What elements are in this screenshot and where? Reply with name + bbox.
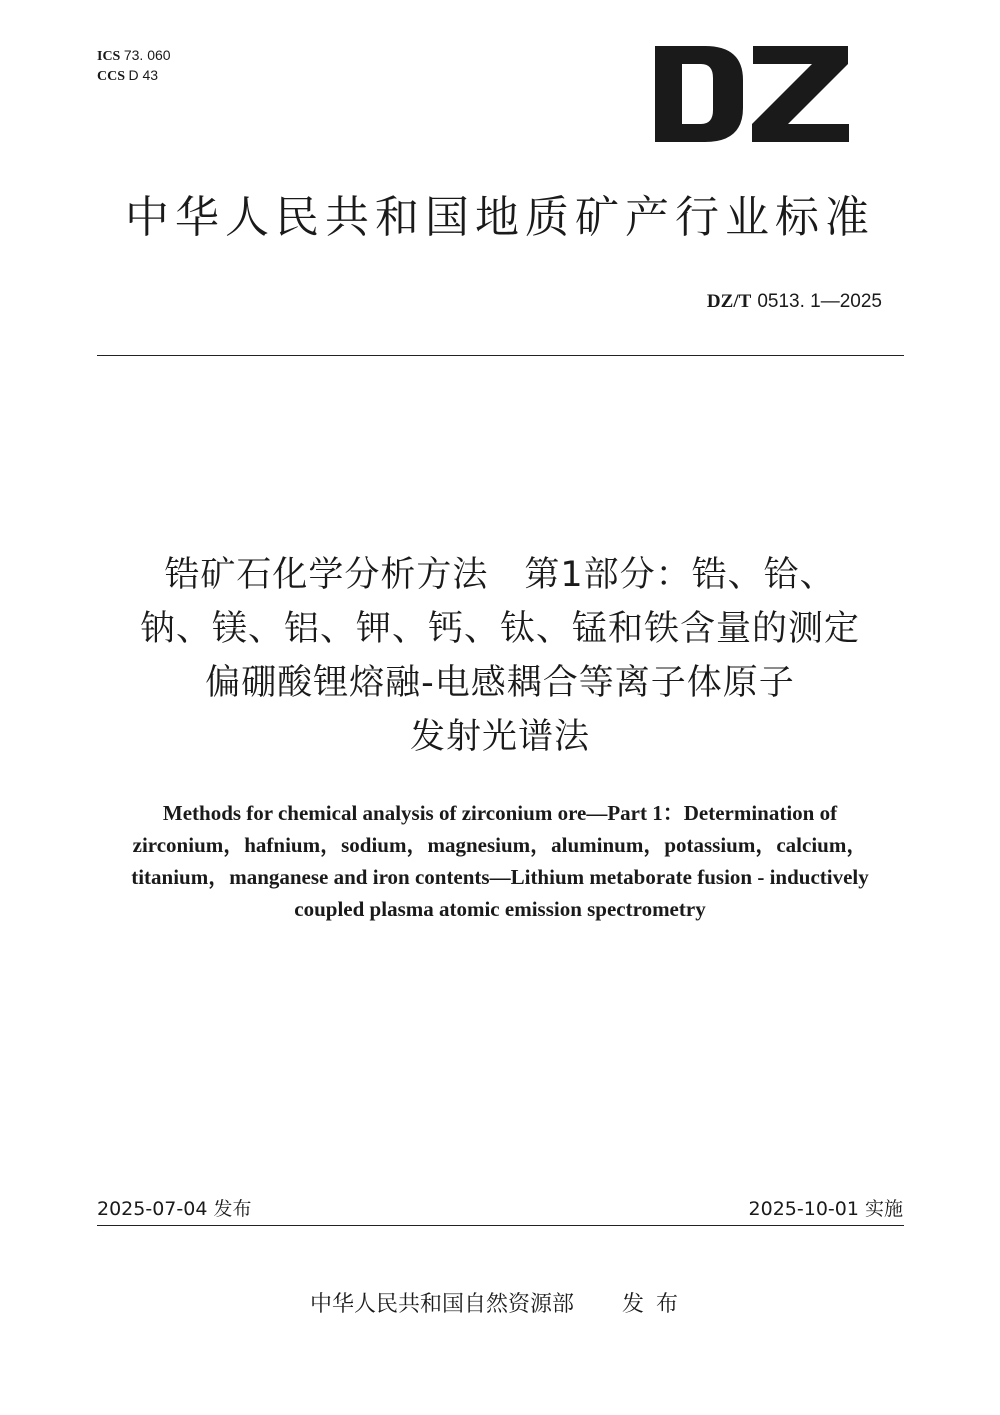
ccs-code <box>97 66 171 86</box>
classification-codes <box>97 46 171 86</box>
header-divider <box>97 355 904 356</box>
english-title-line: coupled plasma atomic emission spectrometry <box>294 897 706 921</box>
publisher <box>0 1290 1000 1320</box>
chinese-title-line: 锆矿石化学分析方法 第1部分：锆、铪、 <box>164 555 836 595</box>
standard-category-title: 中华人民共和国地质矿产行业标准 <box>125 192 875 243</box>
ccs-number: D 43 <box>128 67 159 83</box>
dz-logo <box>655 46 850 142</box>
english-title-line: titanium，manganese and iron contents—Lithium metaborate fusion - inductively <box>131 865 869 889</box>
issue-date: 2025-07-04 发布 <box>97 1198 252 1220</box>
ics-number: 73. 060 <box>123 47 171 63</box>
implementation-date: 2025-10-01 实施 <box>748 1198 903 1220</box>
chinese-title-line: 钠、镁、铝、钾、钙、钛、锰和铁含量的测定 <box>139 609 860 649</box>
publisher-name: 中华人民共和国自然资源部 <box>309 1292 574 1317</box>
ics-label: ICS <box>97 49 121 64</box>
standard-code-number: 0513. 1—2025 <box>757 291 882 312</box>
footer-divider <box>97 1225 904 1226</box>
ics-code <box>97 46 171 66</box>
english-title-line: Methods for chemical analysis of zirconium ore—Part 1：Determination of <box>162 801 838 825</box>
chinese-title-line: 发射光谱法 <box>409 717 590 757</box>
chinese-title-line: 偏硼酸锂熔融-电感耦合等离子体原子 <box>205 663 795 703</box>
chinese-title <box>60 548 940 764</box>
english-title <box>70 797 930 925</box>
standard-code <box>707 288 882 315</box>
english-title-line: zirconium，hafnium，sodium，magnesium，aluminum，potassium，calcium， <box>132 833 868 857</box>
publisher-action: 发布 <box>622 1292 691 1317</box>
standard-code-prefix: DZ/T <box>706 291 752 312</box>
ccs-label: CCS <box>97 69 126 84</box>
